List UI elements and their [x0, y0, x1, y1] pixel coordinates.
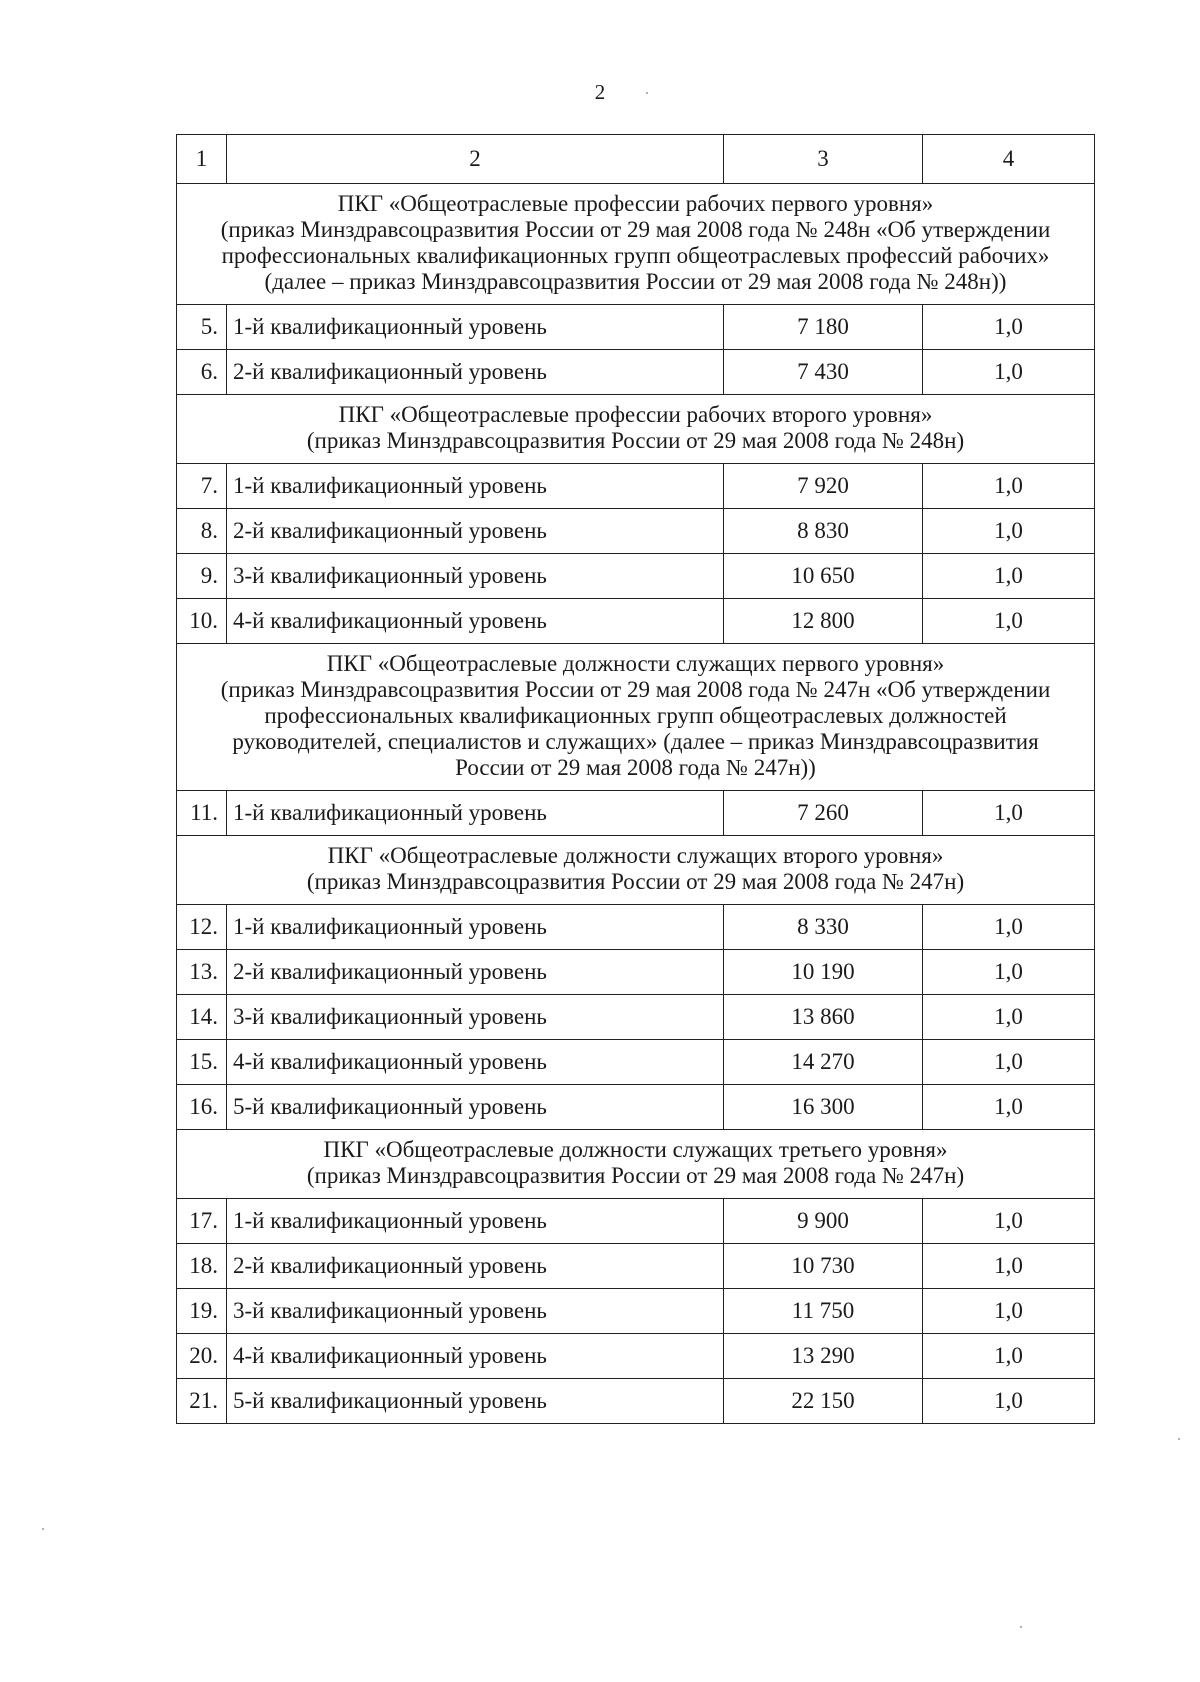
section-title-line: (приказ Минздравсоцразвития России от 29 мая 2008 года № 247н) — [306, 869, 965, 894]
coefficient: 1,0 — [923, 995, 1095, 1040]
scan-speck — [646, 92, 648, 94]
qualification-level: 2-й квалификационный уровень — [227, 950, 724, 995]
coefficient: 1,0 — [923, 950, 1095, 995]
section-title-line: России от 29 мая 2008 года № 247н)) — [455, 755, 816, 780]
coefficient: 1,0 — [923, 1040, 1095, 1085]
qualification-level: 5-й квалификационный уровень — [227, 1085, 724, 1130]
qualification-level: 1-й квалификационный уровень — [227, 305, 724, 350]
section-title-cell — [177, 184, 1095, 305]
row-number: 20. — [177, 1334, 227, 1379]
header-col-3: 3 — [724, 135, 923, 184]
qualification-level: 3-й квалификационный уровень — [227, 1289, 724, 1334]
header-col-1: 1 — [177, 135, 227, 184]
qualification-level: 2-й квалификационный уровень — [227, 509, 724, 554]
qualification-level: 4-й квалификационный уровень — [227, 599, 724, 644]
table-row — [177, 905, 1095, 950]
row-number: 10. — [177, 599, 227, 644]
row-number: 8. — [177, 509, 227, 554]
section-title-cell — [177, 644, 1095, 791]
section-title-line: руководителей, специалистов и служащих» (далее – приказ Минздравсоцразвития — [232, 729, 1039, 754]
qualification-level: 5-й квалификационный уровень — [227, 1379, 724, 1424]
scan-speck — [1178, 1438, 1180, 1440]
row-number: 16. — [177, 1085, 227, 1130]
header-col-4: 4 — [923, 135, 1095, 184]
coefficient: 1,0 — [923, 554, 1095, 599]
salary-value: 10 190 — [724, 950, 923, 995]
table-row — [177, 950, 1095, 995]
qualification-level: 1-й квалификационный уровень — [227, 791, 724, 836]
section-header-row — [177, 1130, 1095, 1199]
section-title-line: ПКГ «Общеотраслевые должности служащих первого уровня» — [326, 651, 945, 676]
qualification-level: 1-й квалификационный уровень — [227, 464, 724, 509]
coefficient: 1,0 — [923, 1085, 1095, 1130]
section-title-line: (приказ Минздравсоцразвития России от 29 мая 2008 года № 247н «Об утверждении — [220, 677, 1051, 702]
section-header-row — [177, 836, 1095, 905]
section-title-line: профессиональных квалификационных групп общеотраслевых должностей — [264, 703, 1007, 728]
section-title-line: (приказ Минздравсоцразвития России от 29 мая 2008 года № 248н) — [306, 428, 965, 453]
salary-value: 22 150 — [724, 1379, 923, 1424]
table-row — [177, 509, 1095, 554]
coefficient: 1,0 — [923, 509, 1095, 554]
table-row — [177, 464, 1095, 509]
section-title-line: (приказ Минздравсоцразвития России от 29 мая 2008 года № 248н «Об утверждении — [220, 217, 1051, 242]
table-row — [177, 1334, 1095, 1379]
row-number: 7. — [177, 464, 227, 509]
qualification-level: 1-й квалификационный уровень — [227, 1199, 724, 1244]
row-number: 13. — [177, 950, 227, 995]
page-number: 2 — [594, 80, 606, 104]
salary-value: 10 730 — [724, 1244, 923, 1289]
salary-value: 14 270 — [724, 1040, 923, 1085]
section-title-cell — [177, 836, 1095, 905]
coefficient: 1,0 — [923, 1244, 1095, 1289]
row-number: 14. — [177, 995, 227, 1040]
qualification-level: 4-й квалификационный уровень — [227, 1334, 724, 1379]
section-title-line: ПКГ «Общеотраслевые должности служащих третьего уровня» — [323, 1137, 948, 1162]
qualification-level: 1-й квалификационный уровень — [227, 905, 724, 950]
table-row — [177, 554, 1095, 599]
qualification-level: 2-й квалификационный уровень — [227, 350, 724, 395]
coefficient: 1,0 — [923, 1379, 1095, 1424]
row-number: 19. — [177, 1289, 227, 1334]
table-header-row — [177, 135, 1095, 184]
coefficient: 1,0 — [923, 599, 1095, 644]
coefficient: 1,0 — [923, 350, 1095, 395]
salary-value: 13 860 — [724, 995, 923, 1040]
section-header-row — [177, 395, 1095, 464]
coefficient: 1,0 — [923, 305, 1095, 350]
salary-table — [176, 134, 1095, 1424]
table-row — [177, 305, 1095, 350]
section-title-line: (далее – приказ Минздравсоцразвития России от 29 мая 2008 года № 248н)) — [264, 269, 1007, 294]
salary-value: 7 260 — [724, 791, 923, 836]
row-number: 6. — [177, 350, 227, 395]
row-number: 15. — [177, 1040, 227, 1085]
salary-value: 16 300 — [724, 1085, 923, 1130]
coefficient: 1,0 — [923, 464, 1095, 509]
coefficient: 1,0 — [923, 1289, 1095, 1334]
salary-value: 7 180 — [724, 305, 923, 350]
coefficient: 1,0 — [923, 1334, 1095, 1379]
row-number: 11. — [177, 791, 227, 836]
salary-value: 7 920 — [724, 464, 923, 509]
salary-value: 11 750 — [724, 1289, 923, 1334]
table-row — [177, 1085, 1095, 1130]
table-row — [177, 350, 1095, 395]
table-body — [177, 135, 1095, 1424]
scan-speck — [42, 1528, 44, 1530]
qualification-level: 3-й квалификационный уровень — [227, 995, 724, 1040]
row-number: 5. — [177, 305, 227, 350]
qualification-level: 4-й квалификационный уровень — [227, 1040, 724, 1085]
table-row — [177, 599, 1095, 644]
section-title-line: ПКГ «Общеотраслевые должности служащих второго уровня» — [327, 843, 944, 868]
row-number: 12. — [177, 905, 227, 950]
salary-value: 8 830 — [724, 509, 923, 554]
section-header-row — [177, 644, 1095, 791]
table-row — [177, 1040, 1095, 1085]
section-title-cell — [177, 395, 1095, 464]
table-row — [177, 1289, 1095, 1334]
coefficient: 1,0 — [923, 1199, 1095, 1244]
salary-value: 12 800 — [724, 599, 923, 644]
table-row — [177, 995, 1095, 1040]
table-row — [177, 1379, 1095, 1424]
section-title-line: (приказ Минздравсоцразвития России от 29 мая 2008 года № 247н) — [306, 1163, 965, 1188]
row-number: 9. — [177, 554, 227, 599]
row-number: 21. — [177, 1379, 227, 1424]
table-row — [177, 1244, 1095, 1289]
scan-speck — [1020, 1626, 1022, 1628]
table-row — [177, 1199, 1095, 1244]
row-number: 18. — [177, 1244, 227, 1289]
salary-value: 7 430 — [724, 350, 923, 395]
coefficient: 1,0 — [923, 905, 1095, 950]
qualification-level: 2-й квалификационный уровень — [227, 1244, 724, 1289]
section-title-line: ПКГ «Общеотраслевые профессии рабочих первого уровня» — [337, 191, 934, 216]
header-col-2: 2 — [227, 135, 724, 184]
qualification-level: 3-й квалификационный уровень — [227, 554, 724, 599]
salary-value: 10 650 — [724, 554, 923, 599]
salary-value: 13 290 — [724, 1334, 923, 1379]
salary-value: 9 900 — [724, 1199, 923, 1244]
section-title-cell — [177, 1130, 1095, 1199]
section-header-row — [177, 184, 1095, 305]
section-title-line: ПКГ «Общеотраслевые профессии рабочих второго уровня» — [338, 402, 933, 427]
salary-value: 8 330 — [724, 905, 923, 950]
table-row — [177, 791, 1095, 836]
section-title-line: профессиональных квалификационных групп общеотраслевых профессий рабочих» — [221, 243, 1050, 268]
coefficient: 1,0 — [923, 791, 1095, 836]
row-number: 17. — [177, 1199, 227, 1244]
